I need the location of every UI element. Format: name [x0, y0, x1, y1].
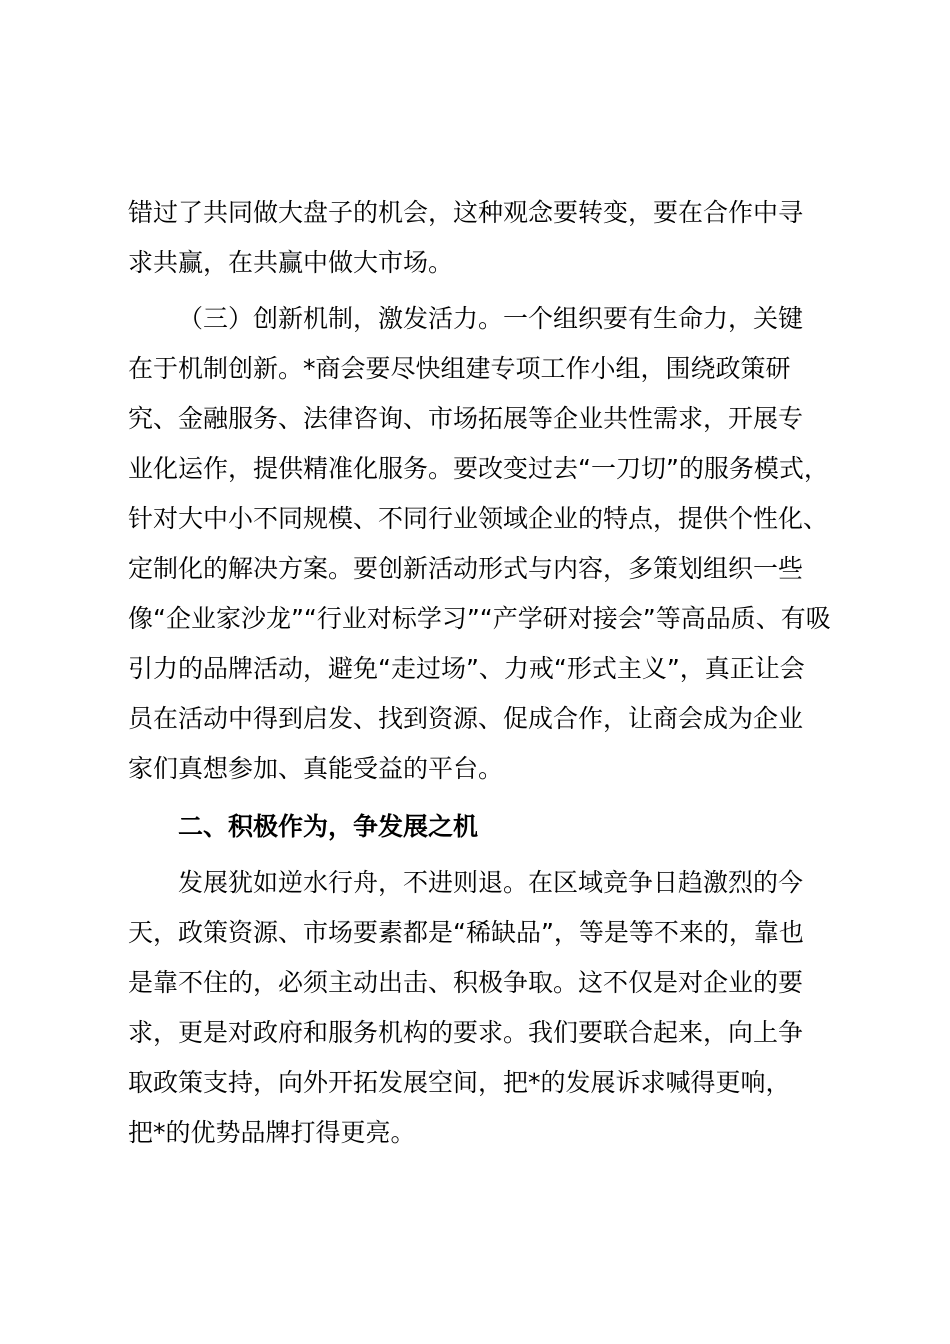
text-line: 取政策支持，向外开拓发展空间，把*的发展诉求喊得更响，: [128, 1068, 791, 1097]
text-line: 是靠不住的，必须主动出击、积极争取。这不仅是对企业的要: [128, 968, 804, 997]
text-line: 引力的品牌活动，避免“走过场”、力戒“形式主义”，真正让会: [128, 654, 805, 683]
text-line: 究、金融服务、法律咨询、市场拓展等企业共性需求，开展专: [128, 404, 804, 433]
text-line: 求共赢，在共赢中做大市场。: [128, 248, 454, 277]
text-line: （三）创新机制，激发活力。一个组织要有生命力，关键: [178, 304, 804, 333]
text-line: 天，政策资源、市场要素都是“稀缺品”，等是等不来的，靠也: [128, 918, 804, 947]
text-line: 像“企业家沙龙”“行业对标学习”“产学研对接会”等高品质、有吸: [128, 604, 831, 633]
section-heading: 二、积极作为，争发展之机: [178, 812, 479, 841]
text-line: 在于机制创新。*商会要尽快组建专项工作小组，围绕政策研: [128, 354, 791, 383]
text-line: 员在活动中得到启发、找到资源、促成合作，让商会成为企业: [128, 704, 804, 733]
text-line: 针对大中小不同规模、不同行业领域企业的特点，提供个性化、: [128, 504, 829, 533]
text-line: 家们真想参加、真能受益的平台。: [128, 754, 504, 783]
text-line: 把*的优势品牌打得更亮。: [128, 1118, 416, 1147]
text-line: 发展犹如逆水行舟，不进则退。在区域竞争日趋激烈的今: [178, 868, 804, 897]
text-line: 求，更是对政府和服务机构的要求。我们要联合起来，向上争: [128, 1018, 804, 1047]
text-line: 业化运作，提供精准化服务。要改变过去“一刀切”的服务模式，: [128, 454, 829, 483]
text-line: 错过了共同做大盘子的机会，这种观念要转变，要在合作中寻: [128, 198, 804, 227]
text-line: 定制化的解决方案。要创新活动形式与内容，多策划组织一些: [128, 554, 804, 583]
